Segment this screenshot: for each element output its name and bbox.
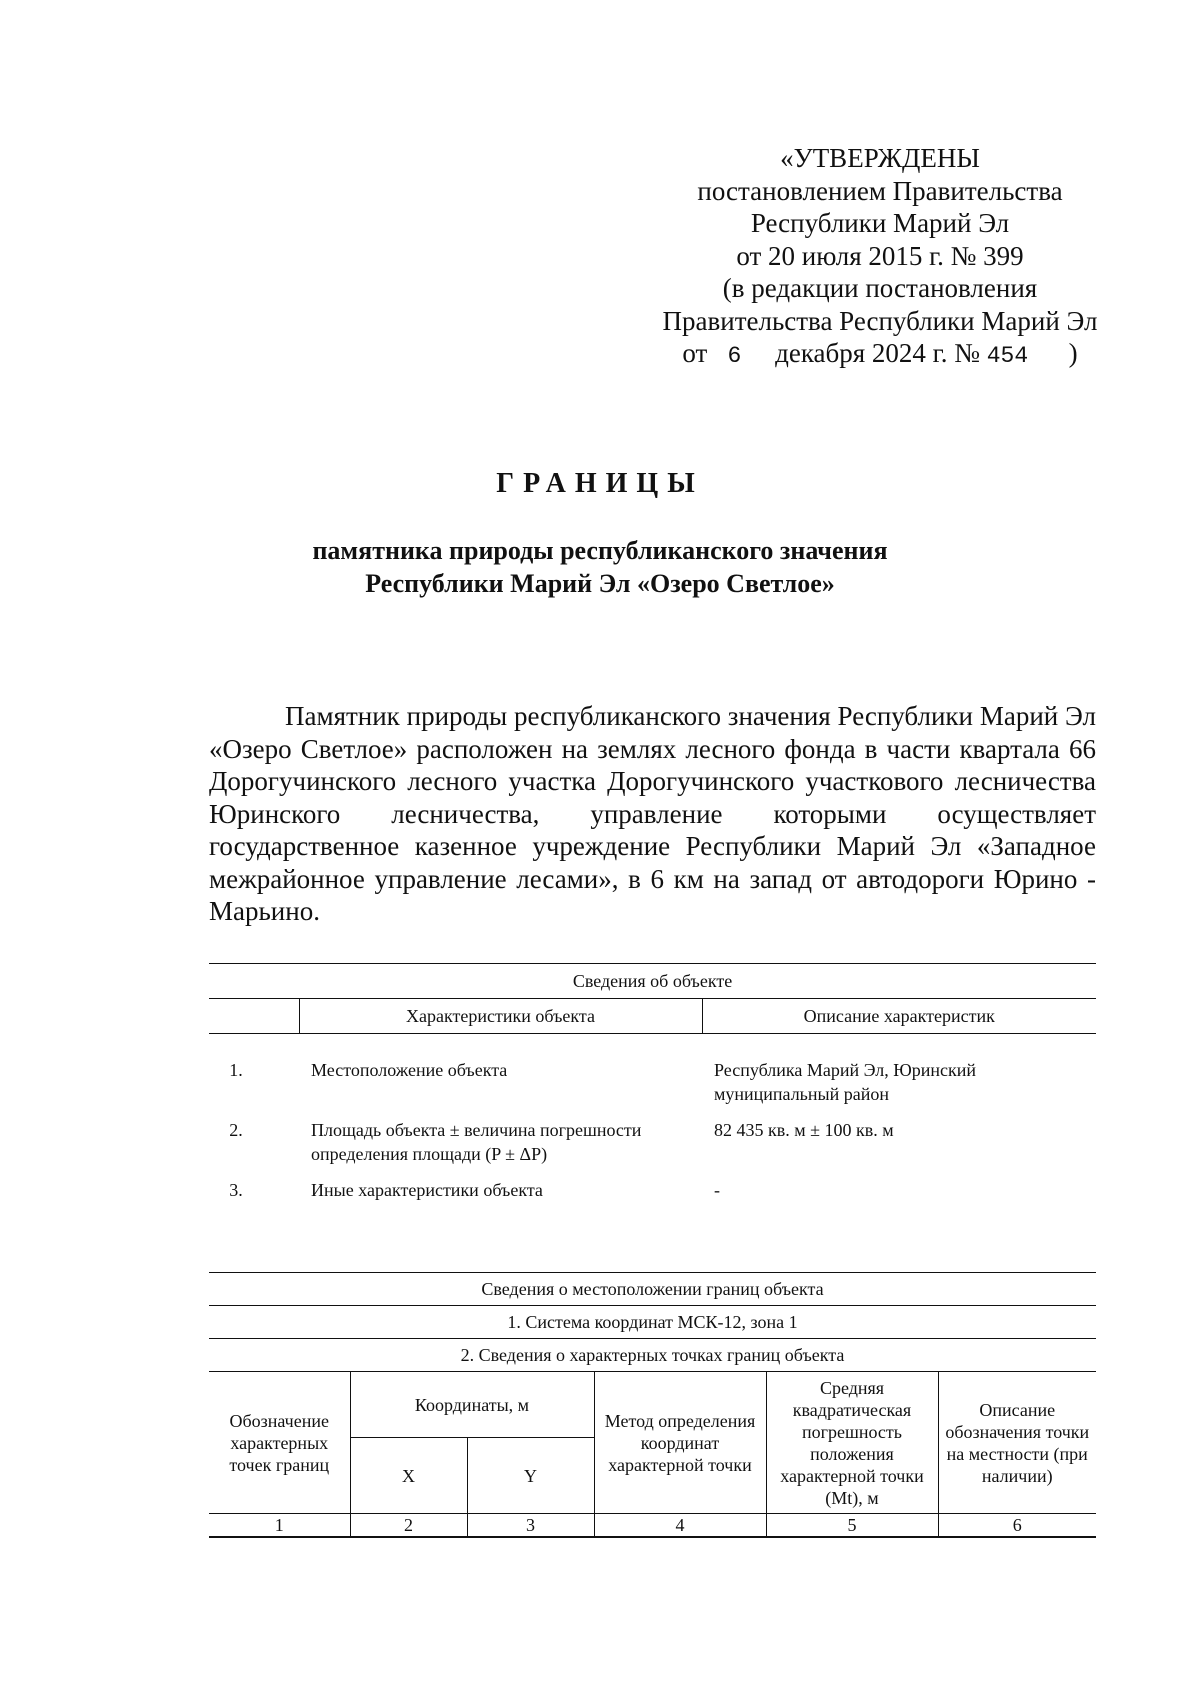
row-name: Иные характеристики объекта bbox=[311, 1180, 543, 1200]
table-row bbox=[209, 1058, 1096, 1118]
row-name: Площадь объекта ± величина погрешности определения площади (P ± ΔP) bbox=[311, 1120, 642, 1164]
col-number: 1 bbox=[209, 1514, 350, 1538]
col-number: 3 bbox=[467, 1514, 594, 1538]
approval-date-line bbox=[630, 337, 1130, 373]
date-close: ) bbox=[1068, 338, 1078, 368]
table-row bbox=[209, 1118, 1096, 1178]
col-coordinates: Координаты, м bbox=[350, 1372, 594, 1438]
date-rest: декабря 2024 г. № bbox=[775, 338, 980, 368]
object-table-caption: Сведения об объекте bbox=[209, 964, 1096, 999]
row-value: - bbox=[714, 1180, 720, 1200]
document-title: ГРАНИЦЫ bbox=[496, 468, 704, 499]
col-number: 2 bbox=[350, 1514, 467, 1538]
date-day: 6 bbox=[727, 343, 742, 369]
row-number: 3. bbox=[229, 1180, 243, 1200]
col-method: Метод определения координат характерной точки bbox=[594, 1372, 766, 1514]
description-paragraph: Памятник природы республиканского значения Республики Марий Эл «Озеро Светлое» расположен на землях лесного фонда в части квартала 66 Дорогучинского лесного участка Дорогучинского участкового лесничества Юринского лесничества, управление которыми осуществляет государственное казенное учреждение Республики Марий Эл «Западное межрайонное управление лесами», в 6 км на запад от автодороги Юрино - Марьино. bbox=[209, 701, 1096, 926]
table-row bbox=[209, 1178, 1096, 1214]
approval-line: Правительства Республики Марий Эл bbox=[662, 305, 1098, 336]
boundary-points-table bbox=[209, 1272, 1096, 1538]
approval-line: «УТВЕРЖДЕНЫ bbox=[780, 143, 980, 173]
row-number: 1. bbox=[229, 1060, 243, 1080]
subtitle-line: Республики Марий Эл «Озеро Светлое» bbox=[365, 569, 835, 598]
object-table-num-header bbox=[209, 999, 299, 1034]
boundary-table-caption: Сведения о местоположении границ объекта bbox=[209, 1273, 1096, 1306]
points-caption: 2. Сведения о характерных точках границ объекта bbox=[209, 1339, 1096, 1372]
col-y: Y bbox=[467, 1438, 594, 1514]
col-error: Средняя квадратическая погрешность положения характерной точки (Mt), м bbox=[766, 1372, 938, 1514]
approval-line: постановлением Правительства bbox=[697, 175, 1063, 206]
col-number: 5 bbox=[766, 1514, 938, 1538]
object-table-col-characteristics: Характеристики объекта bbox=[299, 999, 702, 1034]
row-number: 2. bbox=[229, 1120, 243, 1140]
approval-line: (в редакции постановления bbox=[722, 273, 1038, 303]
date-number: 454 bbox=[986, 343, 1029, 369]
col-x: X bbox=[350, 1438, 467, 1514]
object-info-table bbox=[209, 963, 1096, 1214]
approval-line: от 20 июля 2015 г. № 399 bbox=[736, 240, 1024, 271]
date-prefix: от bbox=[682, 338, 708, 368]
coordinate-system: 1. Система координат МСК-12, зона 1 bbox=[209, 1306, 1096, 1339]
col-number: 6 bbox=[938, 1514, 1096, 1538]
object-table-col-description: Описание характеристик bbox=[702, 999, 1096, 1034]
row-name: Местоположение объекта bbox=[311, 1060, 508, 1080]
col-description: Описание обозначения точки на местности (при наличии) bbox=[938, 1372, 1096, 1514]
row-value: 82 435 кв. м ± 100 кв. м bbox=[714, 1120, 894, 1140]
approval-line: Республики Марий Эл bbox=[750, 208, 1010, 238]
approval-block bbox=[630, 142, 1130, 373]
col-designation: Обозначение характерных точек границ bbox=[209, 1372, 350, 1514]
col-number: 4 bbox=[594, 1514, 766, 1538]
subtitle-line: памятника природы республиканского значения bbox=[312, 536, 888, 565]
document-subtitle bbox=[0, 534, 1200, 600]
row-value: Республика Марий Эл, Юринский муниципальный район bbox=[714, 1060, 977, 1104]
